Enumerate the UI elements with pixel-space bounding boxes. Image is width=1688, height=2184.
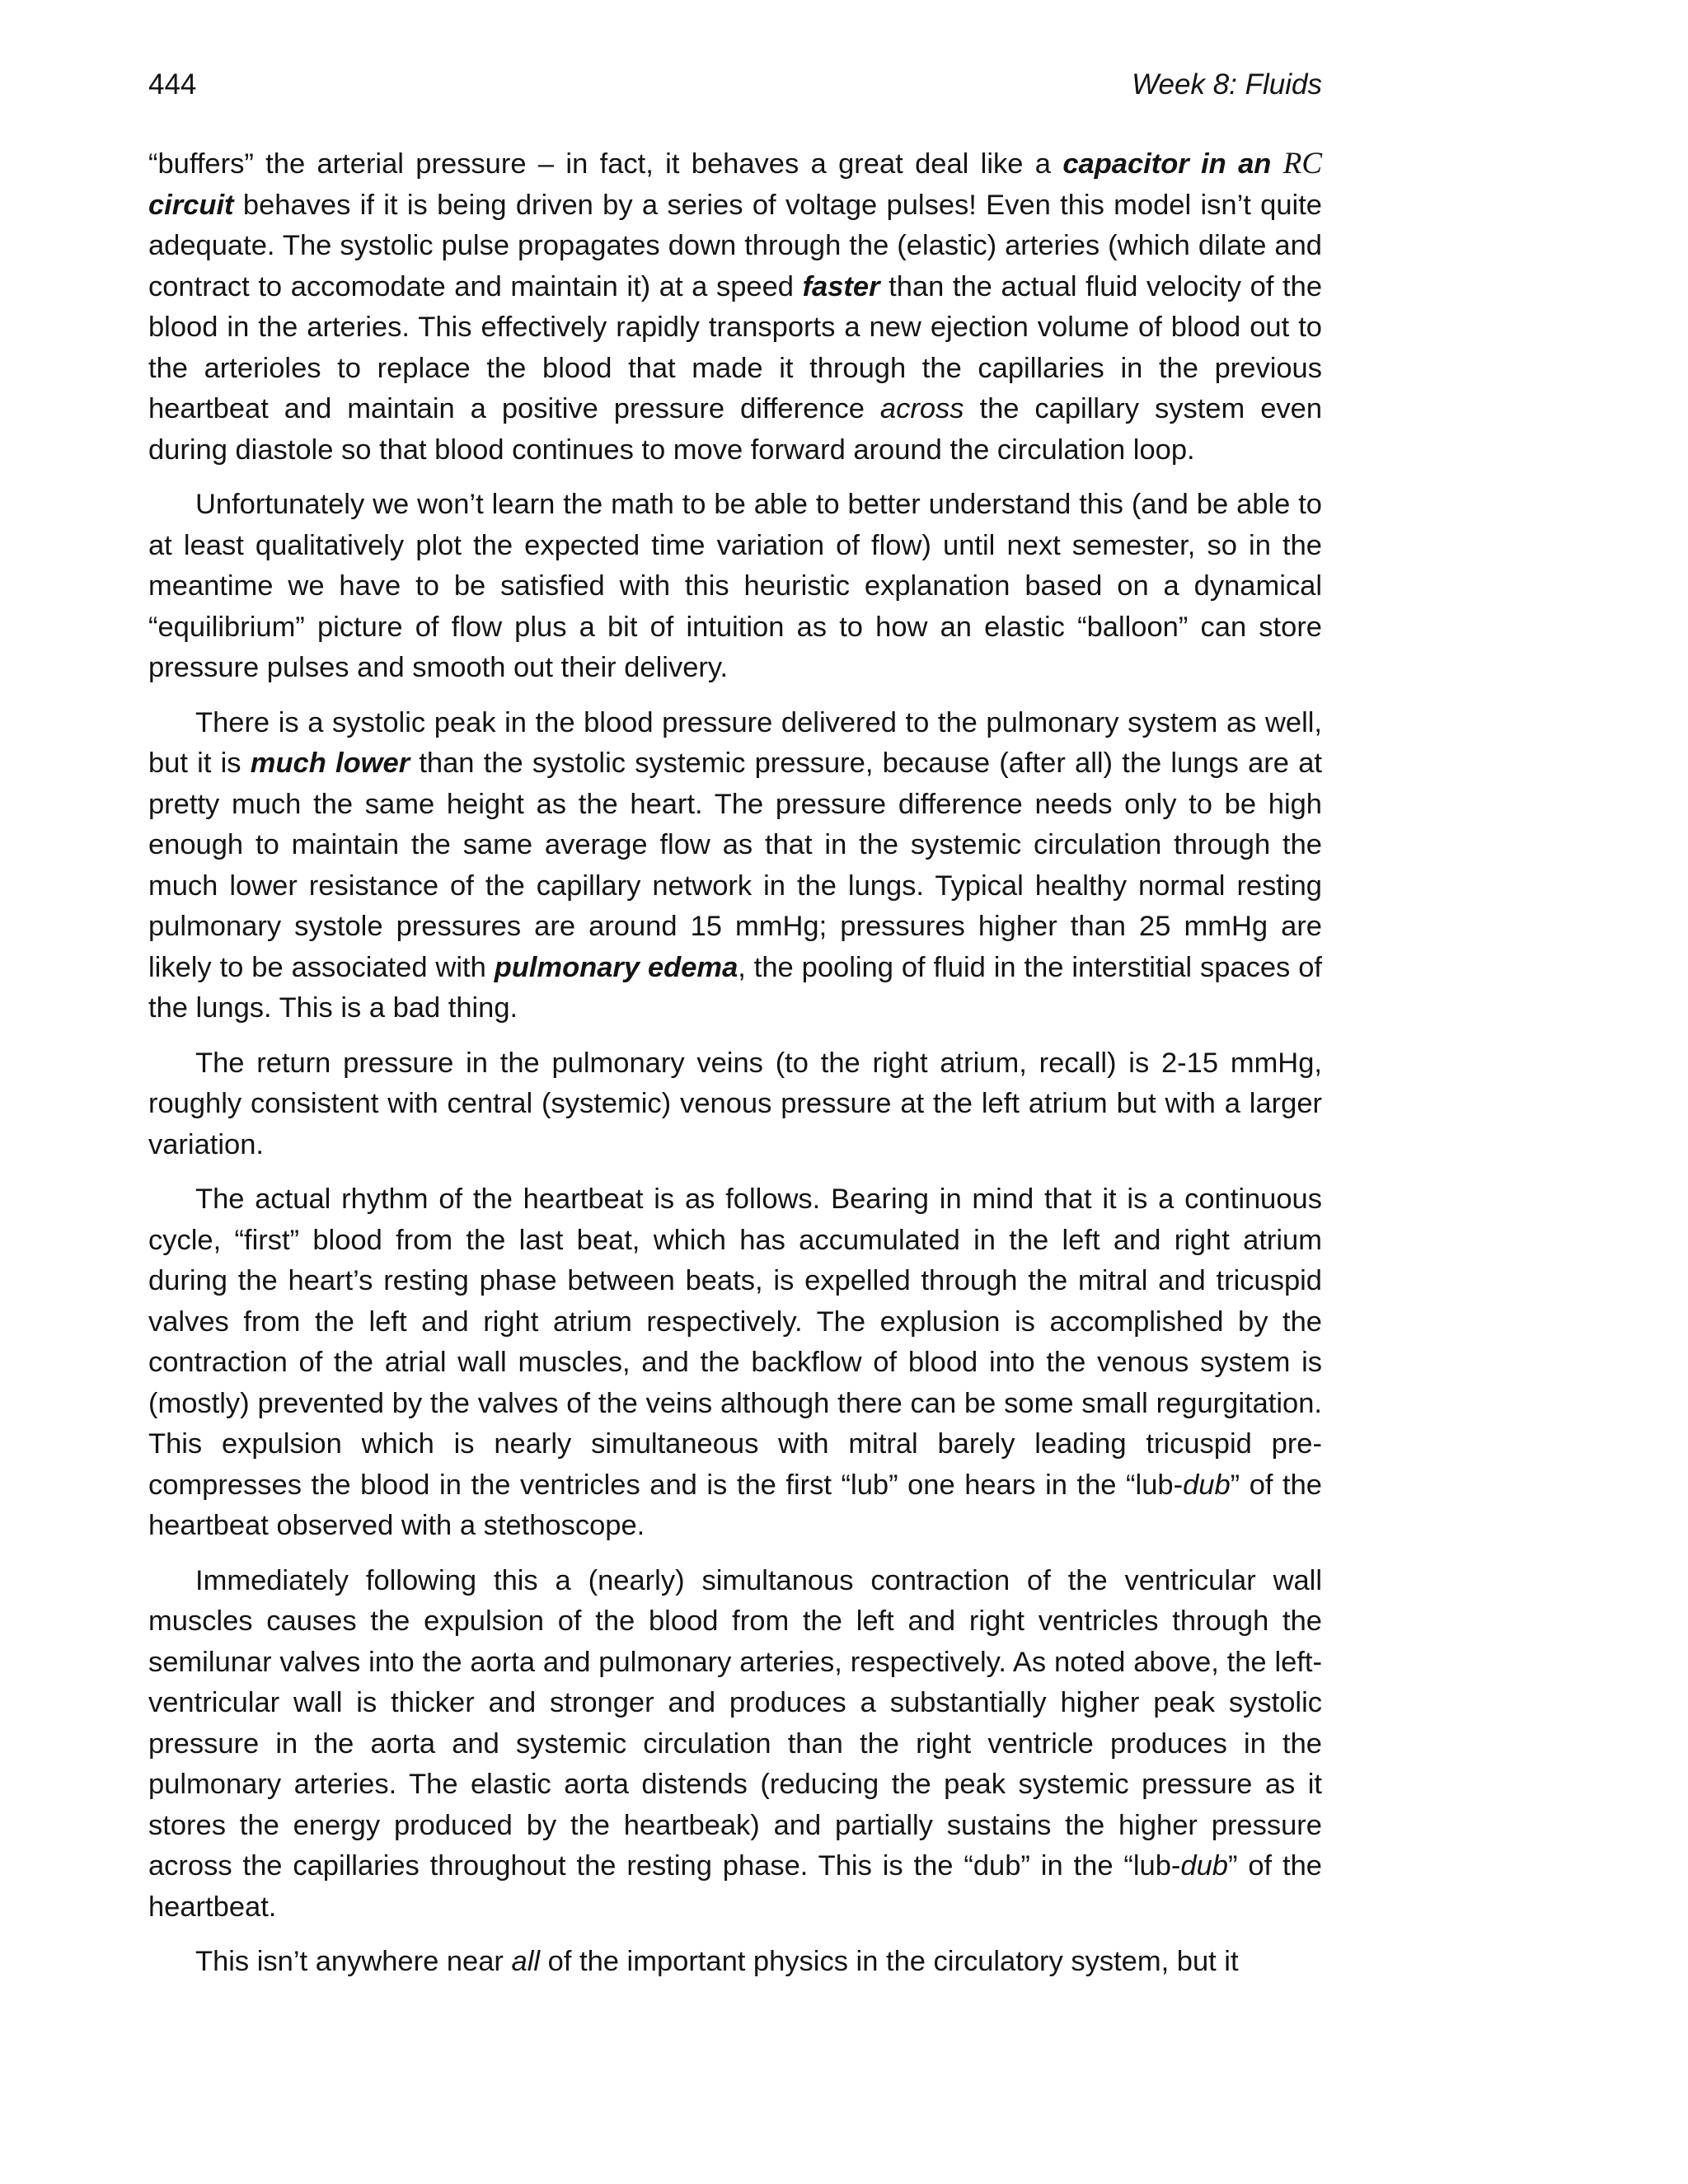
text-run: than the systolic systemic pressure, because (after all) the lungs are at pretty much the same height as the heart. The pressure difference needs only to be high enough to maintain the same average flow as that in the systemic circulation through the much lower resistance of the capillary network in the lungs. Typical healthy normal resting pulmonary systole pressures are around 15 mmHg; pressures higher than 25 mmHg are likely to be associated with bbox=[148, 748, 1322, 983]
emphasis-circuit: circuit bbox=[148, 189, 234, 221]
text-run: The actual rhythm of the heartbeat is as follows. Bearing in mind that it is a continuous cycle, “first” blood from the last beat, which has accumulated in the left and right atrium during the heart’s resting phase between beats, is expelled through the mitral and tricuspid valves from the left and right atrium respectively. The explusion is accomplished by the contraction of the atrial wall muscles, and the backflow of blood into the venous system is (mostly) prevented by the valves of the veins although there can be some small regurgitation. This expulsion which is nearly simultaneous with mitral barely leading tricuspid pre-compresses the blood in the ventricles and is the first “lub” one hears in the “lub- bbox=[148, 1183, 1322, 1501]
page-header bbox=[148, 64, 1322, 105]
text-run: This isn’t anywhere near bbox=[195, 1946, 512, 1977]
paragraph-return-pressure bbox=[148, 1043, 1322, 1166]
emphasis-much-lower: much lower bbox=[250, 748, 410, 779]
text-run: the capillary system even during diastole so that blood continues to move forward around the circulation loop. bbox=[148, 393, 1323, 466]
paragraph-closing bbox=[148, 1942, 1322, 1983]
paragraph-pulmonary-pressure bbox=[148, 703, 1322, 1029]
paragraph-heartbeat-rhythm bbox=[148, 1179, 1322, 1547]
paragraph-math-next-semester bbox=[148, 485, 1322, 689]
text-run: There is a systolic peak in the blood pressure delivered to the pulmonary system as well, but it is bbox=[148, 706, 1322, 779]
paragraph-ventricular-contraction bbox=[148, 1561, 1322, 1929]
text-run: ” of the heartbeat. bbox=[148, 1850, 1322, 1923]
running-head: Week 8: Fluids bbox=[1132, 68, 1322, 101]
text-run: , the pooling of fluid in the interstitial spaces of the lungs. This is a bad thing. bbox=[148, 951, 1322, 1024]
body-text bbox=[148, 143, 1322, 1997]
text-run: ” of the heartbeat observed with a stethoscope. bbox=[148, 1469, 1322, 1541]
emphasis-dub: dub bbox=[1180, 1850, 1228, 1882]
paragraph-capacitor-analogy bbox=[148, 143, 1322, 471]
text-run: Immediately following this a (nearly) simultanous contraction of the ventricular wall muscles causes the expulsion of the blood from the left and right ventricles through the semilunar valves into the aorta and pulmonary arteries, respectively. As noted above, the left-ventricular wall is thicker and stronger and produces a substantially higher peak systolic pressure in the aorta and systemic circulation than the right ventricle produces in the pulmonary arteries. The elastic aorta distends (reducing the peak systemic pressure as it stores the energy produced by the heartbeak) and partially sustains the higher pressure across the capillaries throughout the resting phase. This is the “dub” in the “lub- bbox=[148, 1564, 1322, 1882]
page-number: 444 bbox=[148, 68, 197, 101]
emphasis-dub: dub bbox=[1183, 1469, 1231, 1501]
emphasis-capacitor: capacitor in an bbox=[1062, 148, 1283, 180]
text-run: “buffers” the arterial pressure – in fact, it behaves a great deal like a bbox=[148, 148, 1063, 180]
text-run: behaves if it is being driven by a series of voltage pulses! Even this model isn’t quite adequate. The systolic pulse propagates down through the (elastic) arteries (which dilate and contract to accomodate and maintain it) at a speed bbox=[148, 189, 1322, 302]
emphasis-all: all bbox=[511, 1946, 541, 1977]
math-rc: RC bbox=[1282, 147, 1322, 180]
emphasis-pulmonary-edema: pulmonary edema bbox=[494, 951, 738, 983]
text-run: of the important physics in the circulatory system, but it bbox=[540, 1946, 1239, 1977]
text-run: The return pressure in the pulmonary veins (to the right atrium, recall) is 2-15 mmHg, roughly consistent with central (systemic) venous pressure at the left atrium but with a larger variation. bbox=[148, 1047, 1322, 1160]
emphasis-across: across bbox=[879, 393, 964, 424]
text-run: Unfortunately we won’t learn the math to be able to better understand this (and be able to at least qualitatively plot the expected time variation of flow) until next semester, so in the meantime we have to be satisfied with this heuristic explanation based on a dynamical “equilibrium” picture of flow plus a bit of intuition as to how an elastic “balloon” can store pressure pulses and smooth out their delivery. bbox=[148, 489, 1322, 683]
emphasis-faster: faster bbox=[802, 270, 880, 302]
text-run: than the actual fluid velocity of the blood in the arteries. This effectively rapidly transports a new ejection volume of blood out to the arterioles to replace the blood that made it through the capillaries in the previous heartbeat and maintain a positive pressure difference bbox=[148, 270, 1323, 424]
